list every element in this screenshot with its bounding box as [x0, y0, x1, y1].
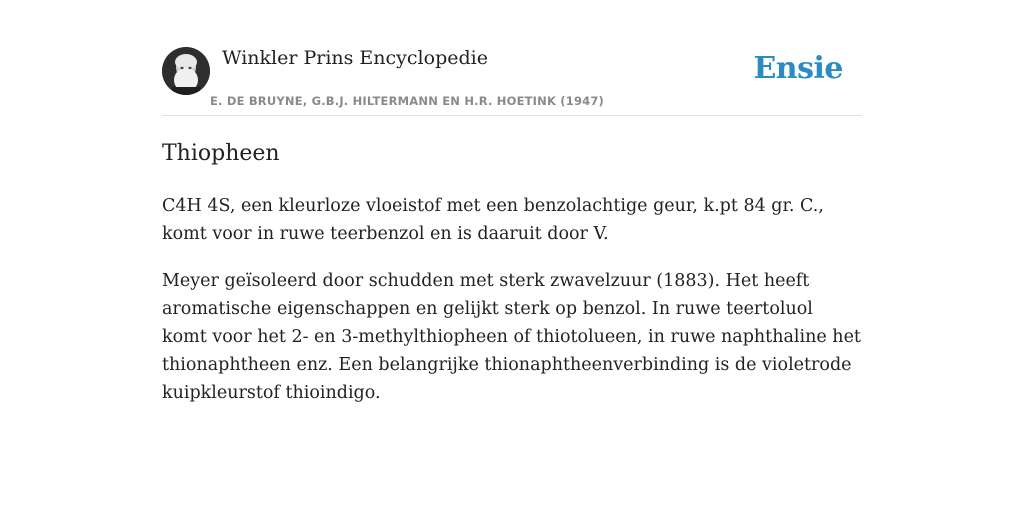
article-paragraph: C4H 4S, een kleurloze vloeistof met een benzolachtige geur, k.pt 84 gr. C., komt voor in ruwe teerbenzol en is daaruit door V. — [162, 196, 824, 244]
article — [162, 138, 862, 426]
source-header — [162, 46, 862, 116]
portrait-image — [162, 47, 210, 95]
portrait-icon[interactable] — [162, 47, 210, 95]
source-authors: E. DE BRUYNE, G.B.J. HILTERMANN EN H.R. HOETINK (1947) — [210, 94, 605, 108]
article-paragraph: Meyer geïsoleerd door schudden met sterk zwavelzuur (1883). Het heeft aromatische eigenschappen en gelijkt sterk op benzol. In ruwe teertoluol komt voor het 2- en 3-methylthiopheen of thiotolueen, in ruwe naphthaline het thionaphtheen enz. Een belangrijke thionaphtheenverbinding is de violetrode kuipkleurstof thioindigo. — [162, 271, 861, 403]
source-title[interactable]: Winkler Prins Encyclopedie — [222, 47, 488, 69]
brand-logo-link[interactable]: Ensie — [753, 51, 843, 86]
article-title: Thiopheen — [162, 141, 280, 166]
